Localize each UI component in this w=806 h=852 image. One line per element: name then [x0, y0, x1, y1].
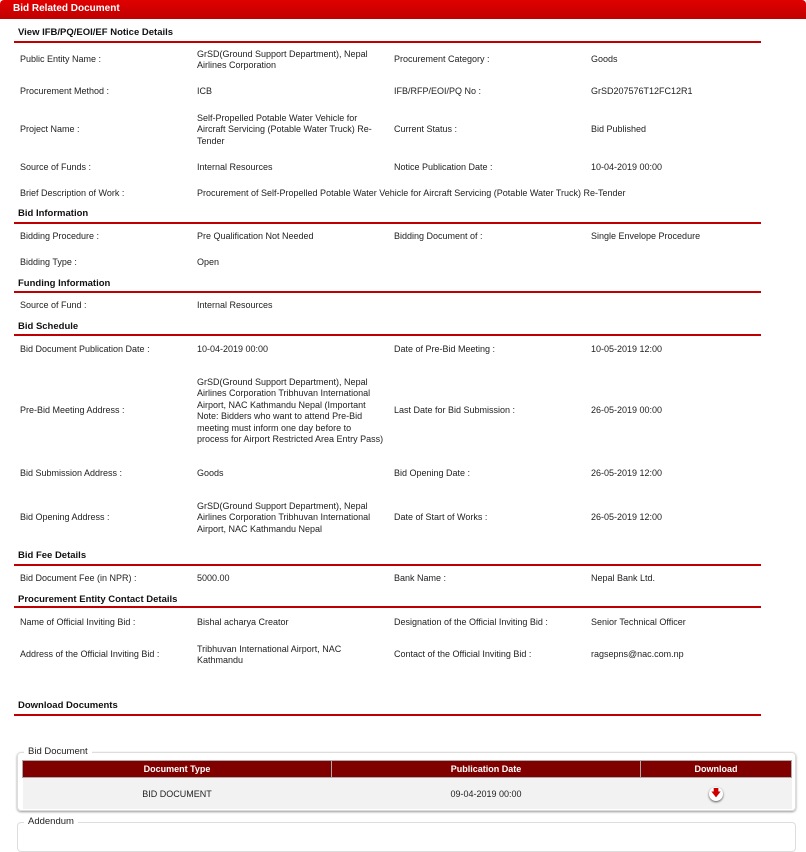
label: Bid Document Publication Date : [20, 344, 150, 355]
label: Project Name : [20, 124, 80, 135]
label: Date of Start of Works : [394, 512, 488, 523]
label: Address of the Official Inviting Bid : [20, 649, 160, 660]
value: GrSD207576T12FC12R1 [591, 86, 693, 97]
label: Procurement Method : [20, 86, 110, 97]
column-header: Document Type [23, 761, 332, 778]
label: Contact of the Official Inviting Bid : [394, 649, 532, 660]
label: Pre-Bid Meeting Address : [20, 405, 125, 416]
label: Last Date for Bid Submission : [394, 405, 516, 416]
value: Goods [197, 468, 224, 479]
addendum-fieldset [17, 816, 796, 852]
detail-row [0, 153, 760, 183]
value: 26-05-2019 12:00 [591, 512, 663, 523]
bid-document-fieldset [17, 746, 796, 811]
value: Internal Resources [197, 300, 273, 311]
label: Procurement Category : [394, 54, 490, 65]
value: 10-04-2019 00:00 [197, 344, 269, 355]
value: Internal Resources [197, 162, 273, 173]
label: Bidding Document of : [394, 231, 483, 242]
column-header: Publication Date [332, 761, 641, 778]
label: Bid Document Fee (in NPR) : [20, 573, 137, 584]
detail-row [0, 458, 760, 490]
detail-row [0, 107, 760, 153]
table-row [23, 778, 792, 810]
section-notice: View IFB/PQ/EOI/EF Notice Details [14, 24, 761, 43]
section-bid-fee: Bid Fee Details [14, 546, 761, 566]
panel-title: Bid Related Document [0, 0, 806, 19]
section-contact: Procurement Entity Contact Details [14, 592, 761, 608]
detail-row [0, 336, 760, 364]
value: Bid Published [591, 124, 647, 135]
value: Pre Qualification Not Needed [197, 231, 314, 242]
value: Goods [591, 54, 618, 65]
detail-row [0, 364, 760, 458]
bid-document-table [22, 760, 792, 809]
label: Source of Funds : [20, 162, 92, 173]
notice-details [0, 24, 806, 672]
value: 10-05-2019 12:00 [591, 344, 663, 355]
value: Single Envelope Procedure [591, 231, 701, 242]
label: Date of Pre-Bid Meeting : [394, 344, 496, 355]
label: Bid Opening Date : [394, 468, 471, 479]
label: Notice Publication Date : [394, 162, 493, 173]
value: 26-05-2019 00:00 [591, 405, 663, 416]
label: IFB/RFP/EOI/PQ No : [394, 86, 482, 97]
value: Open [197, 256, 220, 267]
value: ragsepns@nac.com.np [591, 649, 684, 660]
document-type: BID DOCUMENT [23, 778, 332, 810]
value: ICB [197, 86, 213, 97]
label: Name of Official Inviting Bid : [20, 617, 136, 628]
value: Bishal acharya Creator [197, 617, 289, 628]
label: Bank Name : [394, 573, 447, 584]
value: Nepal Bank Ltd. [591, 573, 656, 584]
label: Bidding Type : [20, 256, 77, 267]
detail-row [0, 250, 760, 275]
fieldset-legend: Bid Document [24, 746, 92, 757]
section-bid-schedule: Bid Schedule [14, 319, 761, 336]
label: Designation of the Official Inviting Bid : [394, 617, 548, 628]
label: Source of Fund : [20, 300, 87, 311]
label: Bid Opening Address : [20, 512, 110, 523]
detail-row [0, 293, 760, 319]
download-arrow-icon[interactable]: 🡇 [710, 787, 722, 799]
detail-row [0, 490, 760, 546]
label: Bid Submission Address : [20, 468, 123, 479]
section-funding: Funding Information [14, 275, 761, 293]
detail-row [0, 224, 760, 250]
label: Bidding Procedure : [20, 231, 100, 242]
detail-row [0, 77, 760, 107]
detail-row [0, 608, 760, 638]
detail-row [0, 43, 760, 77]
value: GrSD(Ground Support Department), Nepal Airlines Corporation [197, 48, 368, 70]
label: Public Entity Name : [20, 54, 102, 65]
publication-date: 09-04-2019 00:00 [332, 778, 641, 810]
detail-row [0, 638, 760, 672]
download-cell [641, 778, 792, 810]
value: Tribhuvan International Airport, NAC Kathmandu [197, 643, 342, 665]
section-download-documents: Download Documents [14, 696, 761, 716]
fieldset-legend: Addendum [24, 816, 78, 827]
label: Brief Description of Work : [20, 188, 125, 199]
value: GrSD(Ground Support Department), Nepal Airlines Corporation Tribhuvan International Airport, NAC Kathmandu Nepal [197, 500, 371, 534]
value: GrSD(Ground Support Department), Nepal Airlines Corporation Tribhuvan International Airport, NAC Kathmandu Nepal (Important Note: Bidders who want to attend Pre-Bid meeting must inform one day before to process for Airport Restricted Area Entry Pass) [197, 376, 384, 444]
label: Current Status : [394, 124, 458, 135]
value: Self-Propelled Potable Water Vehicle for Aircraft Servicing (Potable Water Truck) Re-Tender [197, 112, 372, 146]
value: Procurement of Self-Propelled Potable Water Vehicle for Aircraft Servicing (Potable Water Truck) Re-Tender [197, 188, 626, 199]
value: Senior Technical Officer [591, 617, 686, 628]
column-header: Download [641, 761, 792, 778]
value: 26-05-2019 12:00 [591, 468, 663, 479]
detail-row [0, 183, 760, 205]
value: 5000.00 [197, 573, 230, 584]
detail-row [0, 566, 760, 592]
value: 10-04-2019 00:00 [591, 162, 663, 173]
section-bid-information: Bid Information [14, 205, 761, 224]
